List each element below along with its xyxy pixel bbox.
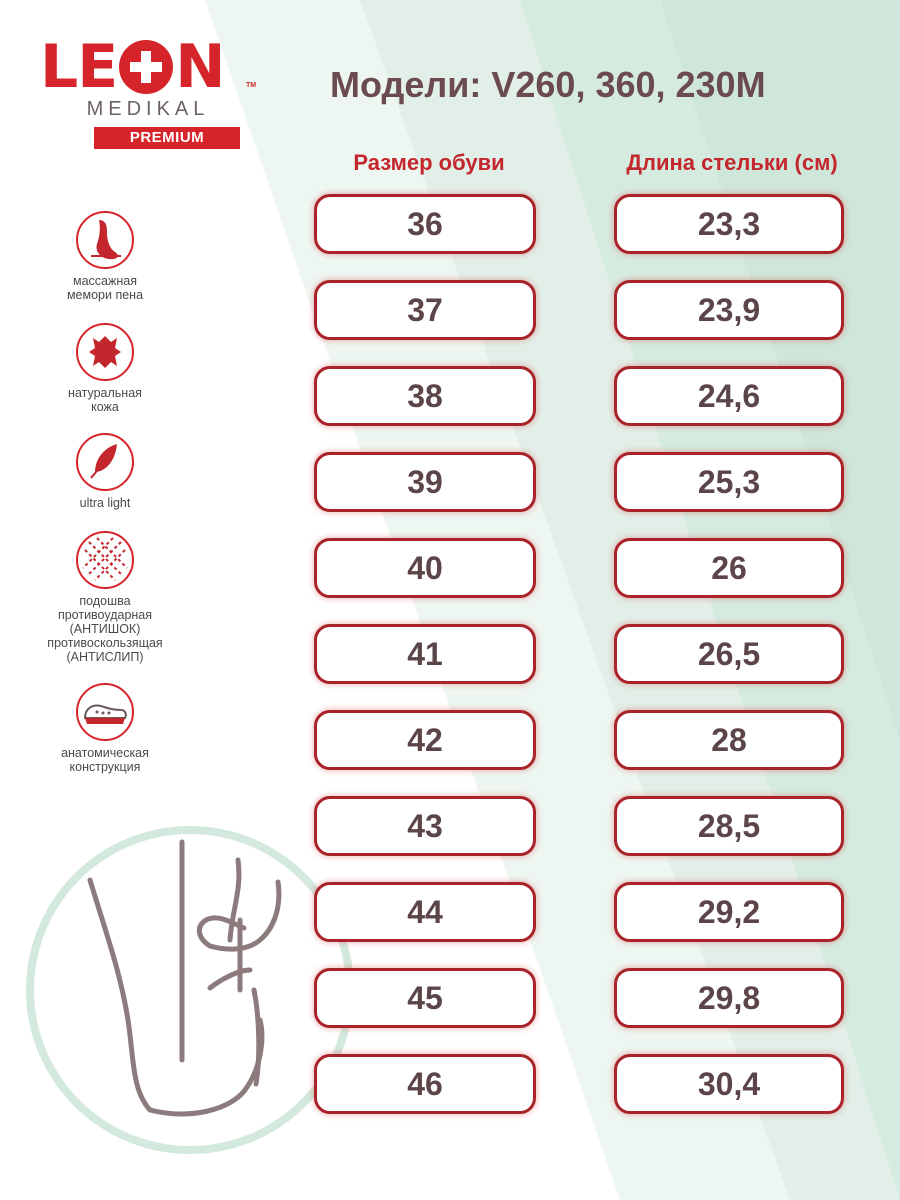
feature-sole bbox=[40, 530, 170, 664]
length-cell: 23,3 bbox=[614, 194, 844, 254]
size-cell: 36 bbox=[314, 194, 536, 254]
length-cell: 28,5 bbox=[614, 796, 844, 856]
logo-text-part2: N bbox=[175, 32, 225, 102]
size-column-header: Размер обуви bbox=[353, 150, 505, 175]
size-cell: 46 bbox=[314, 1054, 536, 1114]
feature-line: анатомическая bbox=[61, 746, 149, 760]
sole-pattern-icon bbox=[75, 530, 135, 590]
feature-label bbox=[40, 496, 170, 510]
foot-massage-icon bbox=[75, 210, 135, 270]
feature-line: кожа bbox=[91, 400, 119, 414]
length-cell: 24,6 bbox=[614, 366, 844, 426]
logo-subtitle: MEDIKAL bbox=[86, 98, 210, 120]
trademark-mark: TM bbox=[246, 82, 257, 89]
length-cell: 28 bbox=[614, 710, 844, 770]
size-cell: 39 bbox=[314, 452, 536, 512]
size-cell: 41 bbox=[314, 624, 536, 684]
size-cell: 40 bbox=[314, 538, 536, 598]
feature-line: натуральная bbox=[68, 386, 142, 400]
length-cell: 26,5 bbox=[614, 624, 844, 684]
feature-line: конструкция bbox=[69, 760, 141, 774]
length-cell: 29,8 bbox=[614, 968, 844, 1028]
length-cell: 29,2 bbox=[614, 882, 844, 942]
feature-leather bbox=[40, 322, 170, 414]
size-cell: 45 bbox=[314, 968, 536, 1028]
leather-icon bbox=[75, 322, 135, 382]
page-title: Модели: V260, 360, 230M bbox=[330, 64, 766, 105]
length-cell: 26 bbox=[614, 538, 844, 598]
feature-label bbox=[40, 594, 170, 664]
logo-wordmark bbox=[40, 32, 260, 102]
size-cell: 43 bbox=[314, 796, 536, 856]
brand-logo bbox=[40, 32, 260, 149]
size-column bbox=[314, 194, 536, 1140]
length-cell: 25,3 bbox=[614, 452, 844, 512]
feature-label bbox=[40, 746, 170, 774]
feature-line: (АНТИШОК) bbox=[69, 622, 141, 636]
feature-label bbox=[40, 274, 170, 302]
feature-ultra-light bbox=[40, 432, 170, 510]
feature-label bbox=[40, 386, 170, 414]
size-cell: 42 bbox=[314, 710, 536, 770]
feather-icon bbox=[75, 432, 135, 492]
size-cell: 38 bbox=[314, 366, 536, 426]
feature-line: подошва bbox=[79, 594, 131, 608]
feature-line: противоударная bbox=[57, 608, 153, 622]
feature-memory-foam bbox=[40, 210, 170, 302]
length-cell: 30,4 bbox=[614, 1054, 844, 1114]
feature-line: массажная bbox=[73, 274, 137, 288]
size-cell: 44 bbox=[314, 882, 536, 942]
clog-icon bbox=[75, 682, 135, 742]
length-cell: 23,9 bbox=[614, 280, 844, 340]
feature-line: мемори пена bbox=[66, 288, 144, 302]
feature-line: ultra light bbox=[79, 496, 131, 510]
logo-text-part1: LE bbox=[40, 32, 118, 102]
length-column-header: Длина стельки (см) bbox=[626, 150, 838, 175]
size-cell: 37 bbox=[314, 280, 536, 340]
feature-line: противоскользящая bbox=[47, 636, 163, 650]
feature-anatomical bbox=[40, 682, 170, 774]
foot-measurement-illustration bbox=[10, 820, 310, 1140]
length-column bbox=[614, 194, 844, 1140]
medical-cross-icon bbox=[119, 40, 173, 94]
feature-line: (АНТИСЛИП) bbox=[66, 650, 144, 664]
premium-badge: PREMIUM bbox=[94, 127, 240, 149]
